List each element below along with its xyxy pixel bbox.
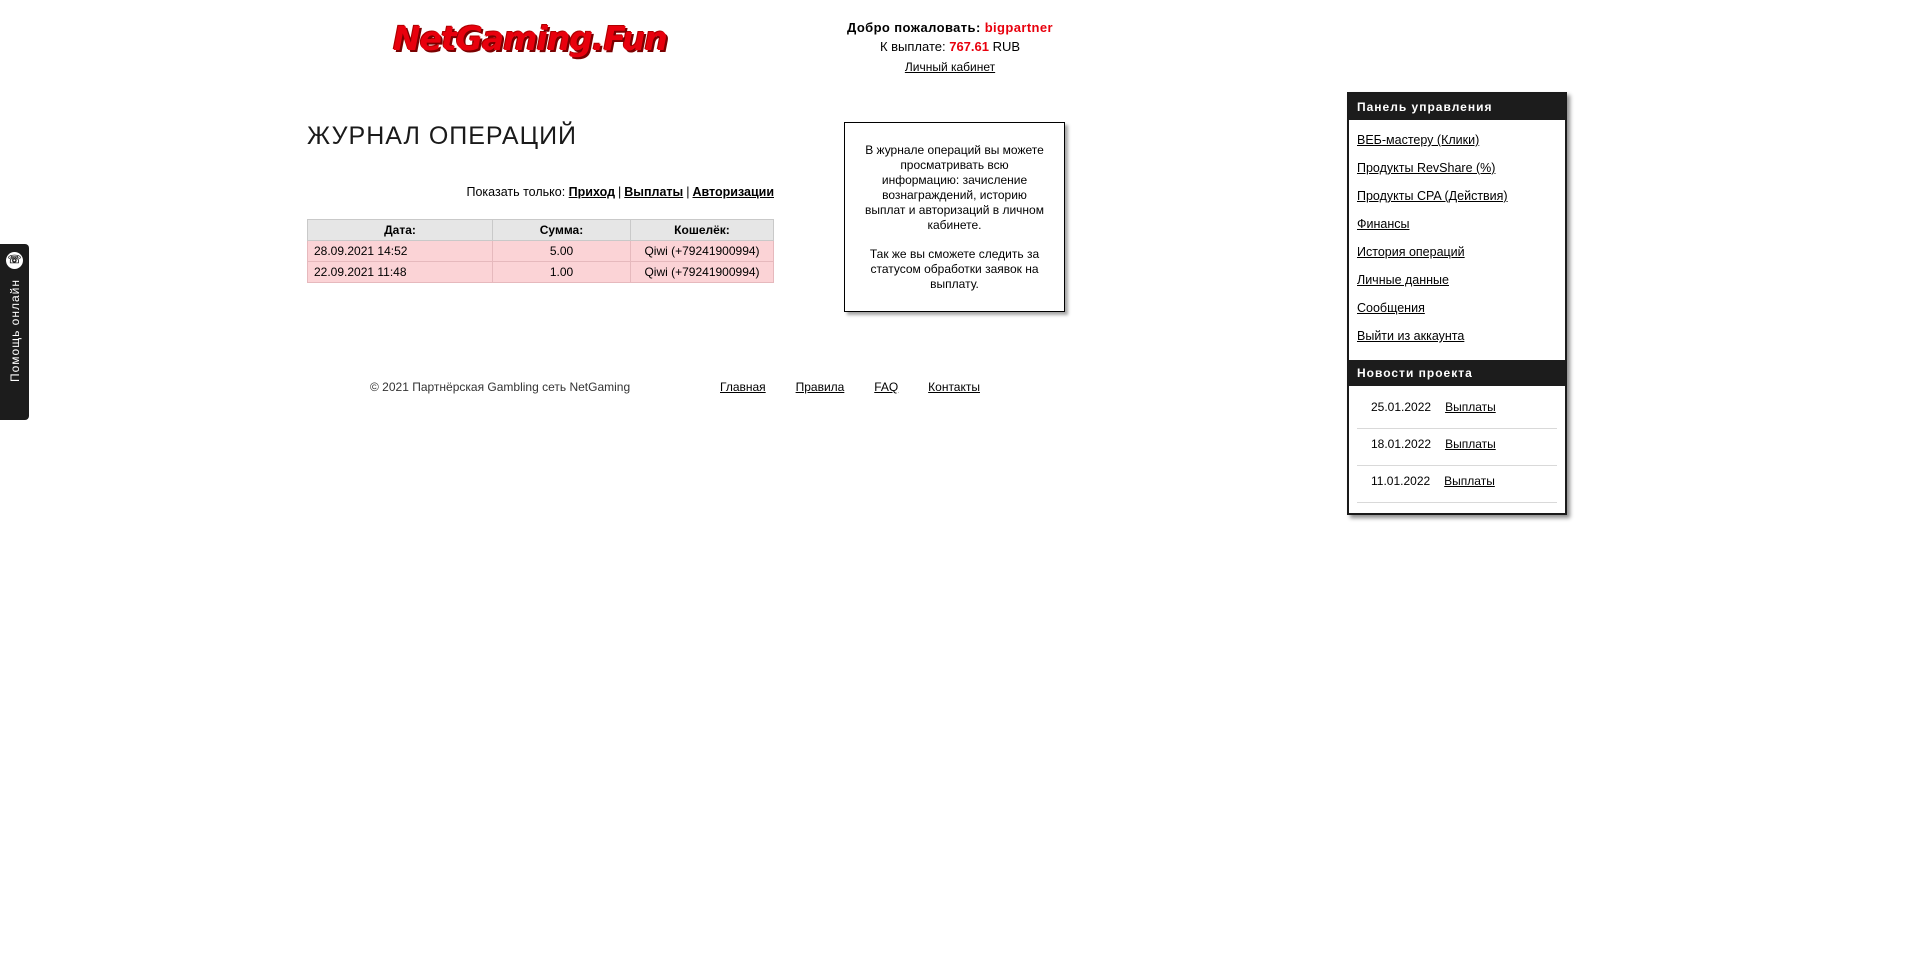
operations-table xyxy=(307,219,774,283)
news-date: 18.01.2022 xyxy=(1371,437,1432,451)
help-online-label: Помощь онлайн xyxy=(7,279,22,382)
list-item xyxy=(1357,429,1557,466)
cell-wallet: Qiwi (+79241900994) xyxy=(631,262,774,283)
filter-separator-1: | xyxy=(618,185,622,199)
filter-separator-2: | xyxy=(686,185,690,199)
welcome-line xyxy=(780,20,1120,35)
sidebar-item-messages[interactable]: Сообщения xyxy=(1357,301,1425,315)
sidebar-item-operations-history[interactable]: История операций xyxy=(1357,245,1465,259)
table-header-row xyxy=(308,220,774,241)
footer-link-rules[interactable]: Правила xyxy=(795,380,845,394)
sidebar-item-finances[interactable]: Финансы xyxy=(1357,217,1410,231)
username: bigpartner xyxy=(984,20,1053,35)
sidebar-item-personal-data[interactable]: Личные данные xyxy=(1357,273,1449,287)
news-link[interactable]: Выплаты xyxy=(1445,400,1496,414)
control-panel-menu xyxy=(1349,120,1565,360)
news-date: 25.01.2022 xyxy=(1371,400,1432,414)
info-paragraph-1: В журнале операций вы можете просматривать всю информацию: зачисление вознаграждений, историю выплат и авторизаций в личном кабинете. xyxy=(865,143,1044,232)
news-link[interactable]: Выплаты xyxy=(1444,474,1495,488)
help-online-tab[interactable] xyxy=(0,244,29,420)
cell-amount: 1.00 xyxy=(493,262,631,283)
filter-income-link[interactable]: Приход xyxy=(568,185,616,199)
news-list xyxy=(1349,386,1565,513)
payout-label: К выплате: xyxy=(879,39,946,54)
filter-row xyxy=(307,185,774,199)
payout-amount: 767.61 xyxy=(949,39,989,54)
filter-payouts-link[interactable]: Выплаты xyxy=(624,185,684,199)
cell-date: 28.09.2021 14:52 xyxy=(308,241,493,262)
footer-link-contacts[interactable]: Контакты xyxy=(928,380,980,394)
column-header-date: Дата: xyxy=(308,220,493,241)
news-title: Новости проекта xyxy=(1349,360,1565,386)
filter-authorizations-link[interactable]: Авторизации xyxy=(692,185,774,199)
headset-icon: ☏ xyxy=(6,252,23,269)
filter-label: Показать только: xyxy=(466,185,566,199)
column-header-wallet: Кошелёк: xyxy=(631,220,774,241)
cell-wallet: Qiwi (+79241900994) xyxy=(631,241,774,262)
cell-date: 22.09.2021 11:48 xyxy=(308,262,493,283)
footer-link-faq[interactable]: FAQ xyxy=(874,380,899,394)
table-row xyxy=(308,262,774,283)
payout-currency: RUB xyxy=(992,39,1021,54)
control-panel-title: Панель управления xyxy=(1349,94,1565,120)
table-row xyxy=(308,241,774,262)
footer-copyright: © 2021 Партнёрская Gambling сеть NetGaming xyxy=(370,380,631,394)
news-date: 11.01.2022 xyxy=(1371,474,1431,488)
sidebar-item-cpa-products[interactable]: Продукты CPA (Действия) xyxy=(1357,189,1508,203)
sidebar-item-logout[interactable]: Выйти из аккаунта xyxy=(1357,329,1465,343)
welcome-prefix: Добро пожаловать: xyxy=(847,20,981,35)
account-summary xyxy=(780,20,1120,74)
info-box xyxy=(844,122,1065,312)
site-logo[interactable]: NetGaming.Fun xyxy=(393,19,667,58)
payout-line xyxy=(780,39,1120,54)
personal-cabinet-link[interactable]: Личный кабинет xyxy=(904,60,996,74)
column-header-amount: Сумма: xyxy=(493,220,631,241)
footer-link-home[interactable]: Главная xyxy=(720,380,766,394)
news-link[interactable]: Выплаты xyxy=(1445,437,1496,451)
page-title: ЖУРНАЛ ОПЕРАЦИЙ xyxy=(307,122,578,150)
sidebar-item-webmaster-clicks[interactable]: ВЕБ-мастеру (Клики) xyxy=(1357,133,1480,147)
list-item xyxy=(1357,466,1557,503)
right-panel xyxy=(1347,92,1567,515)
cell-amount: 5.00 xyxy=(493,241,631,262)
list-item xyxy=(1357,392,1557,429)
footer-links xyxy=(720,380,980,394)
sidebar-item-revshare-products[interactable]: Продукты RevShare (%) xyxy=(1357,161,1496,175)
info-paragraph-2: Так же вы сможете следить за статусом обработки заявок на выплату. xyxy=(869,247,1040,291)
